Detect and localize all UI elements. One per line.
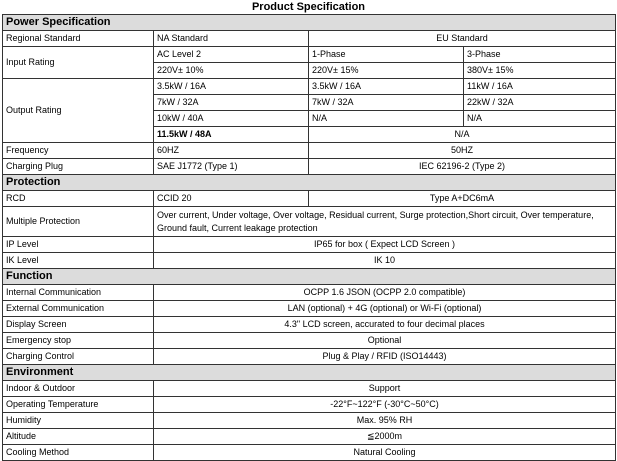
cell: 11.5kW / 48A xyxy=(154,127,309,143)
page-title: Product Specification xyxy=(251,1,366,13)
cell: EU Standard xyxy=(309,31,616,47)
cell: 11kW / 16A xyxy=(464,79,616,95)
cell: ≦2000m xyxy=(154,429,616,445)
cell: Natural Cooling xyxy=(154,445,616,461)
row-label: IP Level xyxy=(3,237,154,253)
row-label: External Communication xyxy=(3,301,154,317)
cell: Optional xyxy=(154,333,616,349)
row-label: Input Rating xyxy=(3,47,154,79)
section-title: Environment xyxy=(3,365,616,381)
cell: 3.5kW / 16A xyxy=(309,79,464,95)
table-row xyxy=(3,317,616,333)
cell: LAN (optional) + 4G (optional) or Wi-Fi (optional) xyxy=(154,301,616,317)
table-row xyxy=(3,237,616,253)
cell: Over current, Under voltage, Over voltage, Residual current, Surge protection,Short circuit, Over temperature, Ground fault, Current leakage protection xyxy=(154,207,616,237)
cell: OCPP 1.6 JSON (OCPP 2.0 compatible) xyxy=(154,285,616,301)
table-row xyxy=(3,381,616,397)
row-label: Emergency stop xyxy=(3,333,154,349)
cell: 22kW / 32A xyxy=(464,95,616,111)
row-label: Display Screen xyxy=(3,317,154,333)
row-label: Altitude xyxy=(3,429,154,445)
spec-table xyxy=(2,14,616,461)
cell: 7kW / 32A xyxy=(154,95,309,111)
section-header-power xyxy=(3,15,616,31)
cell: IP65 for box ( Expect LCD Screen ) xyxy=(154,237,616,253)
table-row xyxy=(3,253,616,269)
cell: Plug & Play / RFID (ISO14443) xyxy=(154,349,616,365)
cell: Max. 95% RH xyxy=(154,413,616,429)
table-row xyxy=(3,143,616,159)
cell: 3.5kW / 16A xyxy=(154,79,309,95)
table-row xyxy=(3,159,616,175)
section-title: Protection xyxy=(3,175,616,191)
table-row xyxy=(3,31,616,47)
table-row xyxy=(3,349,616,365)
row-label: Regional Standard xyxy=(3,31,154,47)
cell: 380V± 15% xyxy=(464,63,616,79)
table-row xyxy=(3,333,616,349)
cell: AC Level 2 xyxy=(154,47,309,63)
row-label: Multiple Protection xyxy=(3,207,154,237)
row-label: Output Rating xyxy=(3,79,154,143)
cell: -22°F~122°F (-30°C~50°C) xyxy=(154,397,616,413)
table-row xyxy=(3,429,616,445)
cell: N/A xyxy=(309,127,616,143)
row-label: RCD xyxy=(3,191,154,207)
table-row xyxy=(3,285,616,301)
cell: CCID 20 xyxy=(154,191,309,207)
section-header-environment xyxy=(3,365,616,381)
cell: IEC 62196-2 (Type 2) xyxy=(309,159,616,175)
cell: SAE J1772 (Type 1) xyxy=(154,159,309,175)
section-header-protection xyxy=(3,175,616,191)
row-label: IK Level xyxy=(3,253,154,269)
cell: 1-Phase xyxy=(309,47,464,63)
table-row xyxy=(3,301,616,317)
section-title: Power Specification xyxy=(3,15,616,31)
table-row xyxy=(3,47,616,63)
section-title: Function xyxy=(3,269,616,285)
row-label: Charging Control xyxy=(3,349,154,365)
table-row xyxy=(3,413,616,429)
cell: 3-Phase xyxy=(464,47,616,63)
cell: 7kW / 32A xyxy=(309,95,464,111)
cell: Support xyxy=(154,381,616,397)
cell: Type A+DC6mA xyxy=(309,191,616,207)
cell: 220V± 10% xyxy=(154,63,309,79)
table-row xyxy=(3,397,616,413)
row-label: Frequency xyxy=(3,143,154,159)
cell: N/A xyxy=(464,111,616,127)
row-label: Indoor & Outdoor xyxy=(3,381,154,397)
table-row xyxy=(3,445,616,461)
table-row xyxy=(3,207,616,237)
row-label: Operating Temperature xyxy=(3,397,154,413)
cell: NA Standard xyxy=(154,31,309,47)
cell: 4.3" LCD screen, accurated to four decimal places xyxy=(154,317,616,333)
row-label: Internal Communication xyxy=(3,285,154,301)
row-label: Charging Plug xyxy=(3,159,154,175)
table-row xyxy=(3,79,616,95)
row-label: Humidity xyxy=(3,413,154,429)
row-label: Cooling Method xyxy=(3,445,154,461)
section-header-function xyxy=(3,269,616,285)
cell: 50HZ xyxy=(309,143,616,159)
table-row xyxy=(3,191,616,207)
cell: IK 10 xyxy=(154,253,616,269)
cell: 10kW / 40A xyxy=(154,111,309,127)
cell: 220V± 15% xyxy=(309,63,464,79)
cell: N/A xyxy=(309,111,464,127)
cell: 60HZ xyxy=(154,143,309,159)
